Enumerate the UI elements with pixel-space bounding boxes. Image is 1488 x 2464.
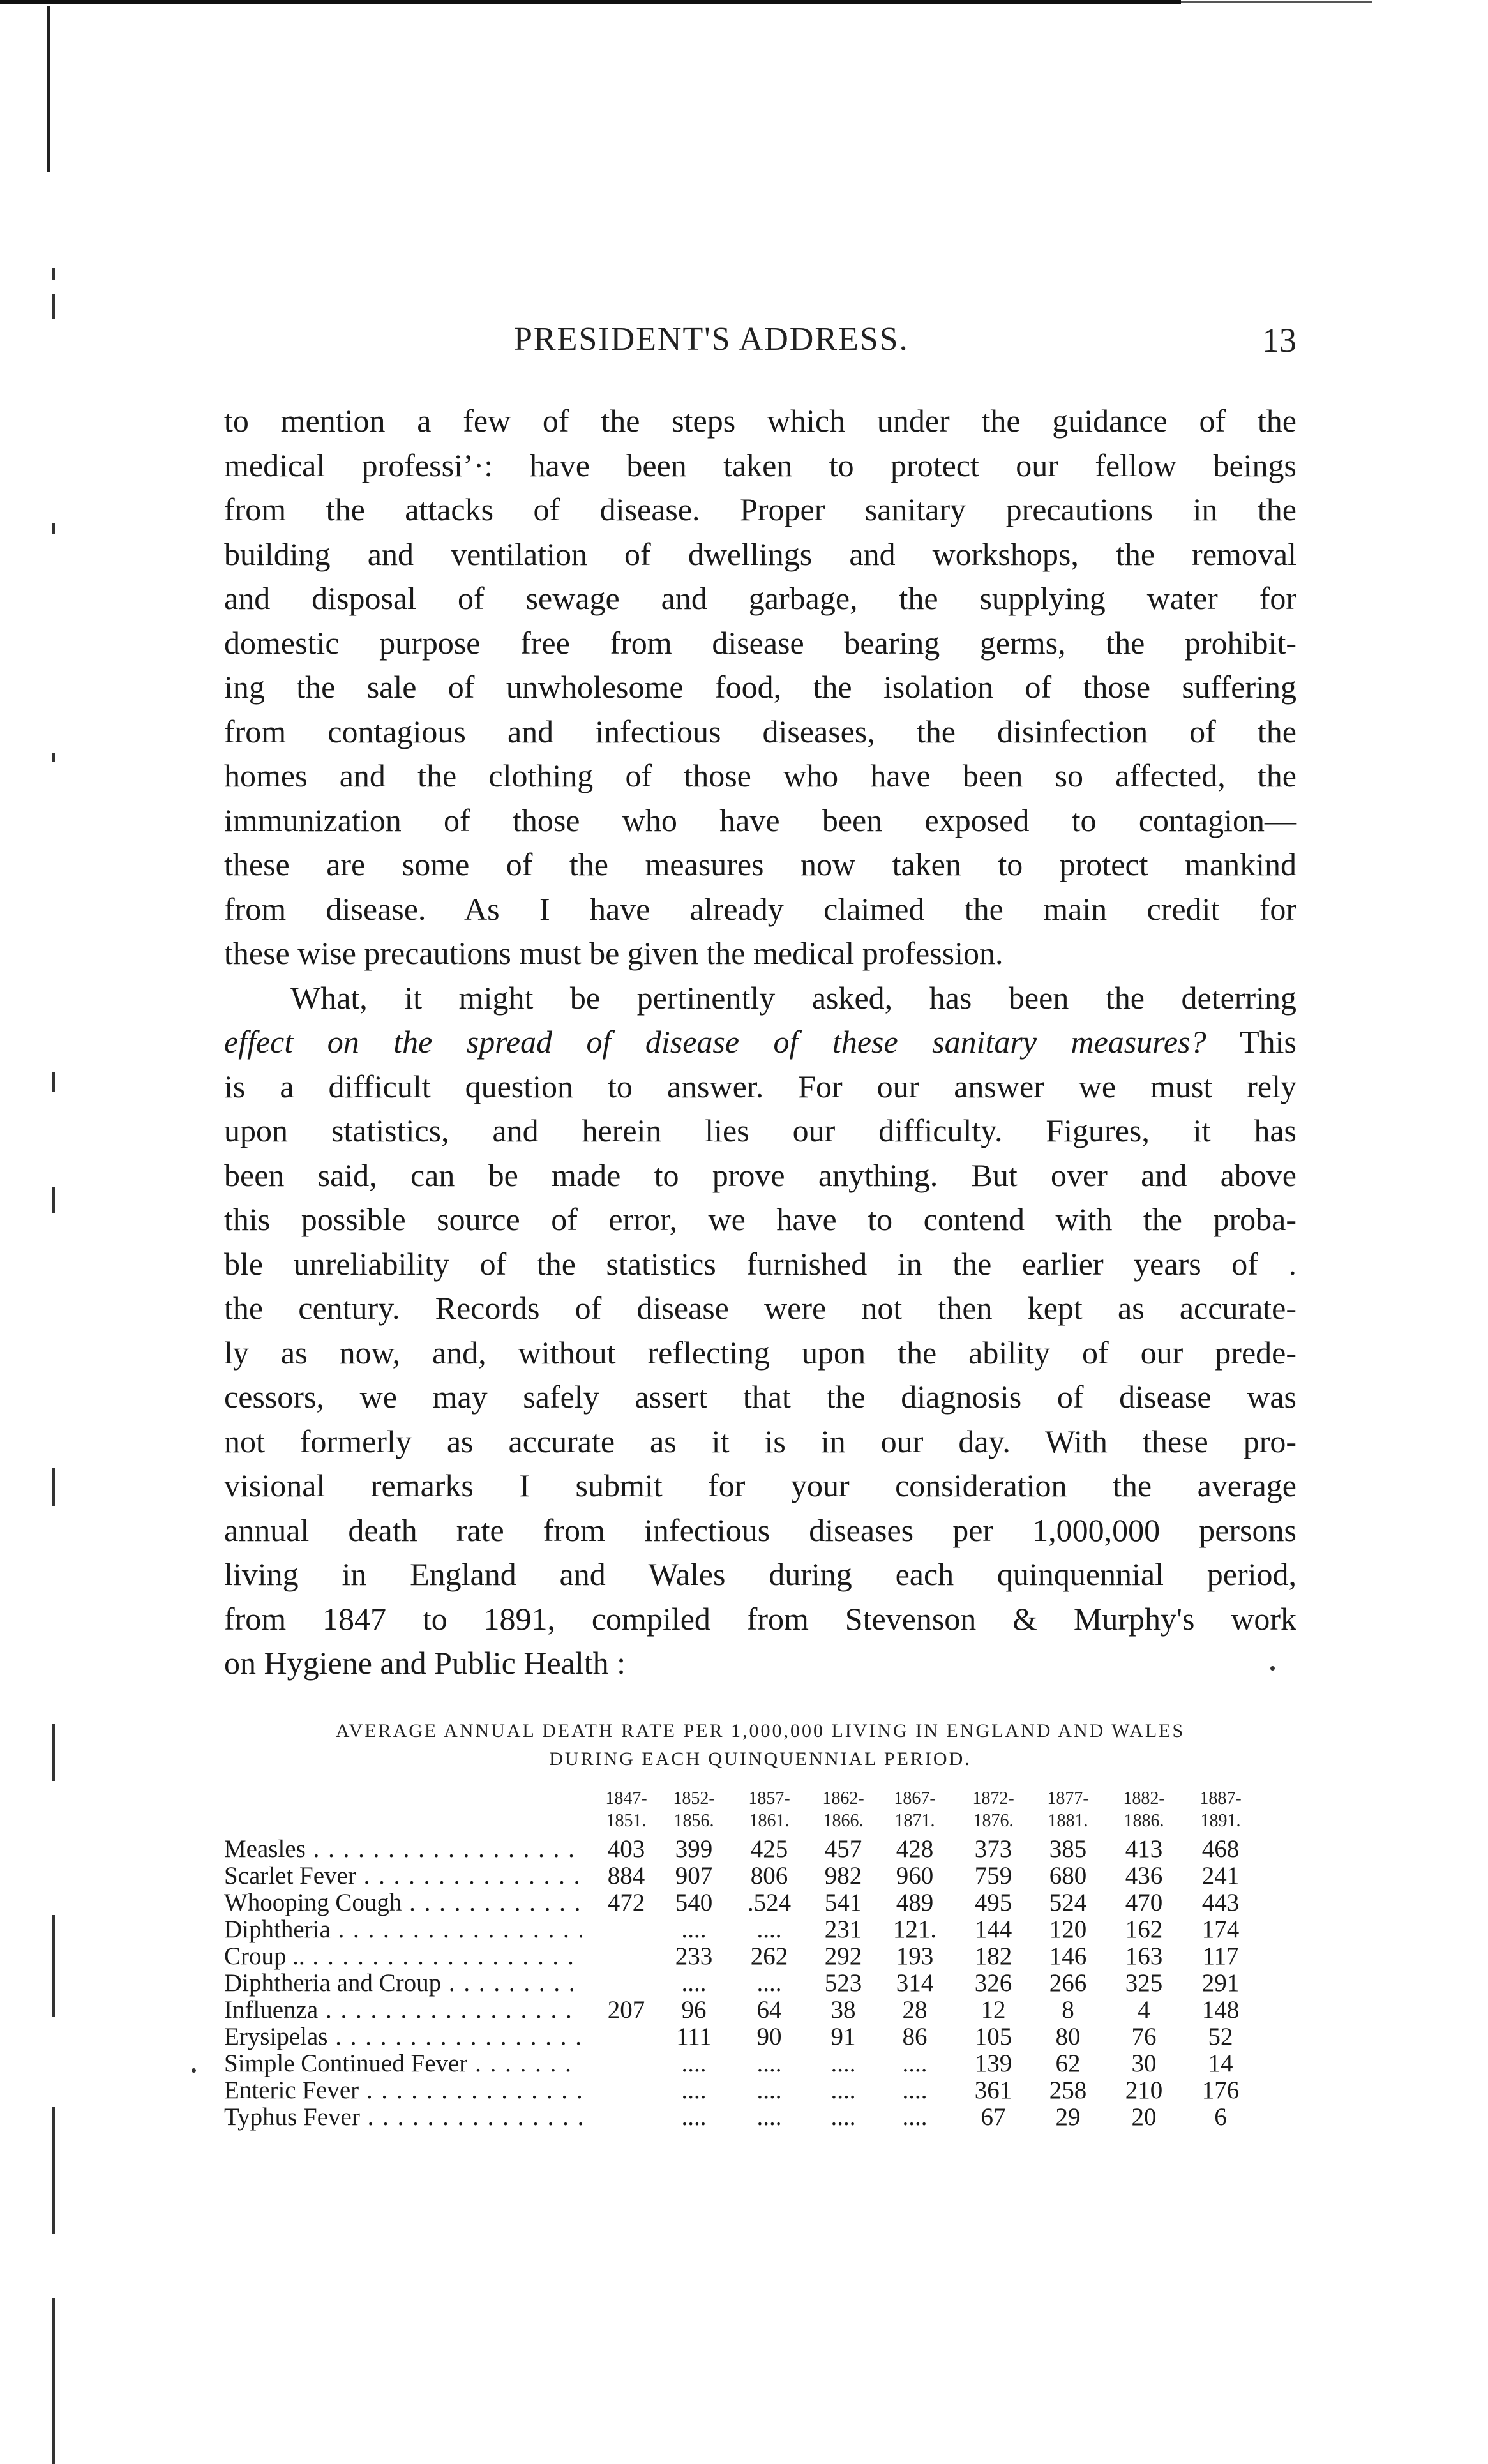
rate-cell: 162 — [1102, 1916, 1185, 1943]
rate-cell: 174 — [1179, 1916, 1262, 1943]
text-line: homes and the clothing of those who have been so affected, the — [224, 758, 1296, 793]
rate-cell: 806 — [728, 1863, 811, 1889]
rate-cell: 541 — [802, 1889, 885, 1916]
rate-cell: 759 — [952, 1863, 1035, 1889]
text-line: these are some of the measures now taken to protect mankind — [224, 846, 1296, 882]
emphasis-text: effect on the spread of disease of these sanitary measures? — [224, 1024, 1206, 1060]
disease-name: Whooping Cough . . . — [224, 1889, 582, 1916]
text-line: ly as now, and, without reflecting upon the ability of our prede- — [224, 1334, 1296, 1371]
text-line: been said, can be made to prove anything. But over and above — [224, 1157, 1296, 1193]
rate-cell: 470 — [1102, 1889, 1185, 1916]
running-head — [224, 313, 1296, 364]
text-line: the century. Records of disease were not then kept as accurate- — [224, 1290, 1296, 1326]
rate-cell: .... — [728, 2077, 811, 2104]
rate-cell: 91 — [802, 2024, 885, 2050]
page-number: 13 — [1262, 321, 1296, 359]
rate-cell: .... — [728, 2050, 811, 2077]
disease-name: Simple Continued Fever . . . — [224, 2050, 582, 2077]
rate-cell: 443 — [1179, 1889, 1262, 1916]
period-start: 1847- — [605, 1789, 647, 1808]
rate-cell: .... — [652, 1916, 735, 1943]
rate-cell: 12 — [952, 1997, 1035, 2024]
rate-cell: 540 — [652, 1889, 735, 1916]
table-row — [224, 2024, 1296, 2050]
table-caption-line: AVERAGE ANNUAL DEATH RATE PER 1,000,000 LIVING IN ENGLAND AND WALES — [335, 1720, 1185, 1741]
text-line: medical professi’·: have been taken to protect our fellow beings — [224, 447, 1296, 483]
rate-cell: 121. — [873, 1916, 956, 1943]
rate-cell: 399 — [652, 1836, 735, 1863]
text-line: ble unreliability of the statistics furnished in the earlier years of . — [224, 1245, 1296, 1282]
rate-cell: 907 — [652, 1863, 735, 1889]
disease-name: Erysipelas . . . — [224, 2024, 582, 2050]
disease-name: Diphtheria . . . — [224, 1916, 582, 1943]
rate-cell: .... — [873, 2104, 956, 2131]
period-start: 1857- — [748, 1789, 790, 1808]
rate-cell: 64 — [728, 1997, 811, 2024]
rate-cell: 231 — [802, 1916, 885, 1943]
rate-cell: 52 — [1179, 2024, 1262, 2050]
rate-cell: 495 — [952, 1889, 1035, 1916]
period-end: 1876. — [973, 1811, 1014, 1831]
rate-cell: 111 — [652, 2024, 735, 2050]
period-end: 1851. — [606, 1811, 647, 1831]
period-end: 1871. — [894, 1811, 935, 1831]
disease-name: Typhus Fever . . . — [224, 2104, 582, 2131]
disease-name: Scarlet Fever . . . — [224, 1863, 582, 1889]
period-start: 1887- — [1199, 1789, 1242, 1808]
table-row — [224, 1863, 1296, 1889]
table-caption — [224, 1717, 1296, 1773]
stray-dot — [192, 2068, 196, 2073]
text-fragment: This — [1206, 1024, 1296, 1060]
death-rate-table — [224, 1836, 1296, 2131]
rate-cell: 233 — [652, 1943, 735, 1970]
rate-cell: 884 — [585, 1863, 668, 1889]
rate-cell: 28 — [873, 1997, 956, 2024]
rate-cell: 76 — [1102, 2024, 1185, 2050]
text-line: cessors, we may safely assert that the diagnosis of disease was — [224, 1379, 1296, 1415]
rate-cell: 373 — [952, 1836, 1035, 1863]
rate-cell: 117 — [1179, 1943, 1262, 1970]
rate-cell: 258 — [1026, 2077, 1109, 2104]
rate-cell: 982 — [802, 1863, 885, 1889]
period-start: 1862- — [822, 1789, 864, 1808]
rate-cell: 241 — [1179, 1863, 1262, 1889]
rate-cell: 148 — [1179, 1997, 1262, 2024]
rate-cell: 38 — [802, 1997, 885, 2024]
rate-cell: 90 — [728, 2024, 811, 2050]
rate-cell: .524 — [728, 1889, 811, 1916]
rate-cell: 361 — [952, 2077, 1035, 2104]
period-header — [728, 1787, 811, 1832]
period-header — [952, 1787, 1035, 1832]
table-header — [224, 1787, 1296, 1835]
text-line: What, it might be pertinently asked, has been the deterring — [290, 979, 1296, 1016]
rate-cell: 96 — [652, 1997, 735, 2024]
period-header — [802, 1787, 885, 1832]
rate-cell: 680 — [1026, 1863, 1109, 1889]
period-start: 1872- — [972, 1789, 1014, 1808]
text-line: from contagious and infectious diseases, the disinfection of the — [224, 713, 1296, 749]
text-line: annual death rate from infectious diseases per 1,000,000 persons — [224, 1512, 1296, 1548]
table-row — [224, 1836, 1296, 1863]
period-header — [1179, 1787, 1262, 1832]
rate-cell: .... — [802, 2104, 885, 2131]
disease-name: Measles . . . — [224, 1836, 582, 1863]
rate-cell: 86 — [873, 2024, 956, 2050]
table-row — [224, 1889, 1296, 1916]
period-end: 1861. — [749, 1811, 790, 1831]
rate-cell: 523 — [802, 1970, 885, 1997]
rate-cell: 207 — [585, 1997, 668, 2024]
rate-cell: 80 — [1026, 2024, 1109, 2050]
page-title: PRESIDENT'S ADDRESS. — [514, 321, 909, 357]
rate-cell: .... — [652, 1970, 735, 1997]
rate-cell: 105 — [952, 2024, 1035, 2050]
period-start: 1882- — [1123, 1789, 1165, 1808]
rate-cell: 20 — [1102, 2104, 1185, 2131]
rate-cell: 176 — [1179, 2077, 1262, 2104]
rate-cell: .... — [802, 2050, 885, 2077]
text-line: not formerly as accurate as it is in our day. With these pro- — [224, 1423, 1296, 1459]
disease-name: Croup .. . . . — [224, 1943, 582, 1970]
rate-cell: 292 — [802, 1943, 885, 1970]
rate-cell: 193 — [873, 1943, 956, 1970]
text-line: from the attacks of disease. Proper sanitary precautions in the — [224, 492, 1296, 527]
rate-cell: 6 — [1179, 2104, 1262, 2131]
rate-cell: 144 — [952, 1916, 1035, 1943]
rate-cell: 8 — [1026, 1997, 1109, 2024]
rate-cell: 325 — [1102, 1970, 1185, 1997]
top-scan-rule — [0, 0, 1181, 4]
text-line: building and ventilation of dwellings and workshops, the removal — [224, 536, 1296, 572]
rate-cell: 960 — [873, 1863, 956, 1889]
table-caption-line: DURING EACH QUINQUENNIAL PERIOD. — [549, 1748, 972, 1769]
table-row — [224, 2104, 1296, 2131]
period-end: 1886. — [1124, 1811, 1164, 1831]
period-end: 1856. — [673, 1811, 714, 1831]
period-end: 1881. — [1048, 1811, 1088, 1831]
text-line: this possible source of error, we have to contend with the proba- — [224, 1201, 1296, 1237]
rate-cell: 468 — [1179, 1836, 1262, 1863]
disease-name: Influenza . . . — [224, 1997, 582, 2024]
rate-cell: 182 — [952, 1943, 1035, 1970]
body-text — [224, 399, 1296, 1686]
table-row — [224, 2050, 1296, 2077]
table-row — [224, 1943, 1296, 1970]
binding-edge-marks — [45, 192, 70, 2407]
text-line: these wise precautions must be given the medical profession. — [224, 935, 1003, 971]
rate-cell: 4 — [1102, 1997, 1185, 2024]
rate-cell: 67 — [952, 2104, 1035, 2131]
table-row — [224, 1970, 1296, 1997]
rate-cell: .... — [873, 2050, 956, 2077]
text-line-mixed — [224, 1020, 1296, 1065]
top-scan-rule-thin — [1181, 1, 1372, 3]
period-end: 1891. — [1200, 1811, 1241, 1831]
rate-cell: 326 — [952, 1970, 1035, 1997]
text-line: ing the sale of unwholesome food, the isolation of those suffering — [224, 669, 1296, 705]
binding-edge-line — [47, 6, 50, 172]
text-line: immunization of those who have been exposed to contagion— — [224, 802, 1296, 838]
rate-cell: 146 — [1026, 1943, 1109, 1970]
text-line: on Hygiene and Public Health : — [224, 1645, 626, 1681]
rate-cell: 210 — [1102, 2077, 1185, 2104]
rate-cell: 291 — [1179, 1970, 1262, 1997]
text-line: upon statistics, and herein lies our difficulty. Figures, it has — [224, 1113, 1296, 1148]
rate-cell: 163 — [1102, 1943, 1185, 1970]
period-header — [1102, 1787, 1185, 1832]
table-row — [224, 1997, 1296, 2024]
period-header — [873, 1787, 956, 1832]
period-start: 1867- — [894, 1789, 936, 1808]
rate-cell: 472 — [585, 1889, 668, 1916]
rate-cell: .... — [873, 2077, 956, 2104]
rate-cell: .... — [728, 2104, 811, 2131]
rate-cell: .... — [802, 2077, 885, 2104]
rate-cell: 457 — [802, 1836, 885, 1863]
rate-cell: 14 — [1179, 2050, 1262, 2077]
rate-cell: .... — [652, 2050, 735, 2077]
rate-cell: .... — [652, 2077, 735, 2104]
text-line: visional remarks I submit for your consideration the average — [224, 1468, 1296, 1503]
rate-cell: 262 — [728, 1943, 811, 1970]
rate-cell: 314 — [873, 1970, 956, 1997]
text-line: living in England and Wales during each quinquennial period, — [224, 1556, 1296, 1592]
disease-name: Enteric Fever . . . — [224, 2077, 582, 2104]
text-line: is a difficult question to answer. For our answer we must rely — [224, 1068, 1296, 1104]
rate-cell: 62 — [1026, 2050, 1109, 2077]
period-start: 1877- — [1047, 1789, 1089, 1808]
text-line: and disposal of sewage and garbage, the supplying water for — [224, 580, 1296, 616]
rate-cell: .... — [728, 1970, 811, 1997]
rate-cell: .... — [652, 2104, 735, 2131]
rate-cell: 428 — [873, 1836, 956, 1863]
rate-cell: 139 — [952, 2050, 1035, 2077]
rate-cell: 30 — [1102, 2050, 1185, 2077]
rate-cell: 524 — [1026, 1889, 1109, 1916]
table-row — [224, 1916, 1296, 1943]
rate-cell: 436 — [1102, 1863, 1185, 1889]
rate-cell: 425 — [728, 1836, 811, 1863]
rate-cell: 385 — [1026, 1836, 1109, 1863]
period-end: 1866. — [823, 1811, 864, 1831]
text-line: from disease. As I have already claimed the main credit for — [224, 890, 1296, 927]
disease-name: Diphtheria and Croup . . . — [224, 1970, 582, 1997]
text-line: from 1847 to 1891, compiled from Stevenson & Murphy's work — [224, 1600, 1296, 1637]
rate-cell: 413 — [1102, 1836, 1185, 1863]
rate-cell: 120 — [1026, 1916, 1109, 1943]
rate-cell: 266 — [1026, 1970, 1109, 1997]
period-header — [652, 1787, 735, 1832]
period-start: 1852- — [673, 1789, 715, 1808]
text-line: to mention a few of the steps which under the guidance of the — [224, 403, 1296, 439]
rate-cell: 403 — [585, 1836, 668, 1863]
period-header — [1026, 1787, 1109, 1832]
text-line: domestic purpose free from disease bearing germs, the prohibit- — [224, 624, 1296, 661]
rate-cell: 489 — [873, 1889, 956, 1916]
rate-cell: .... — [728, 1916, 811, 1943]
table-row — [224, 2077, 1296, 2104]
rate-cell: 29 — [1026, 2104, 1109, 2131]
